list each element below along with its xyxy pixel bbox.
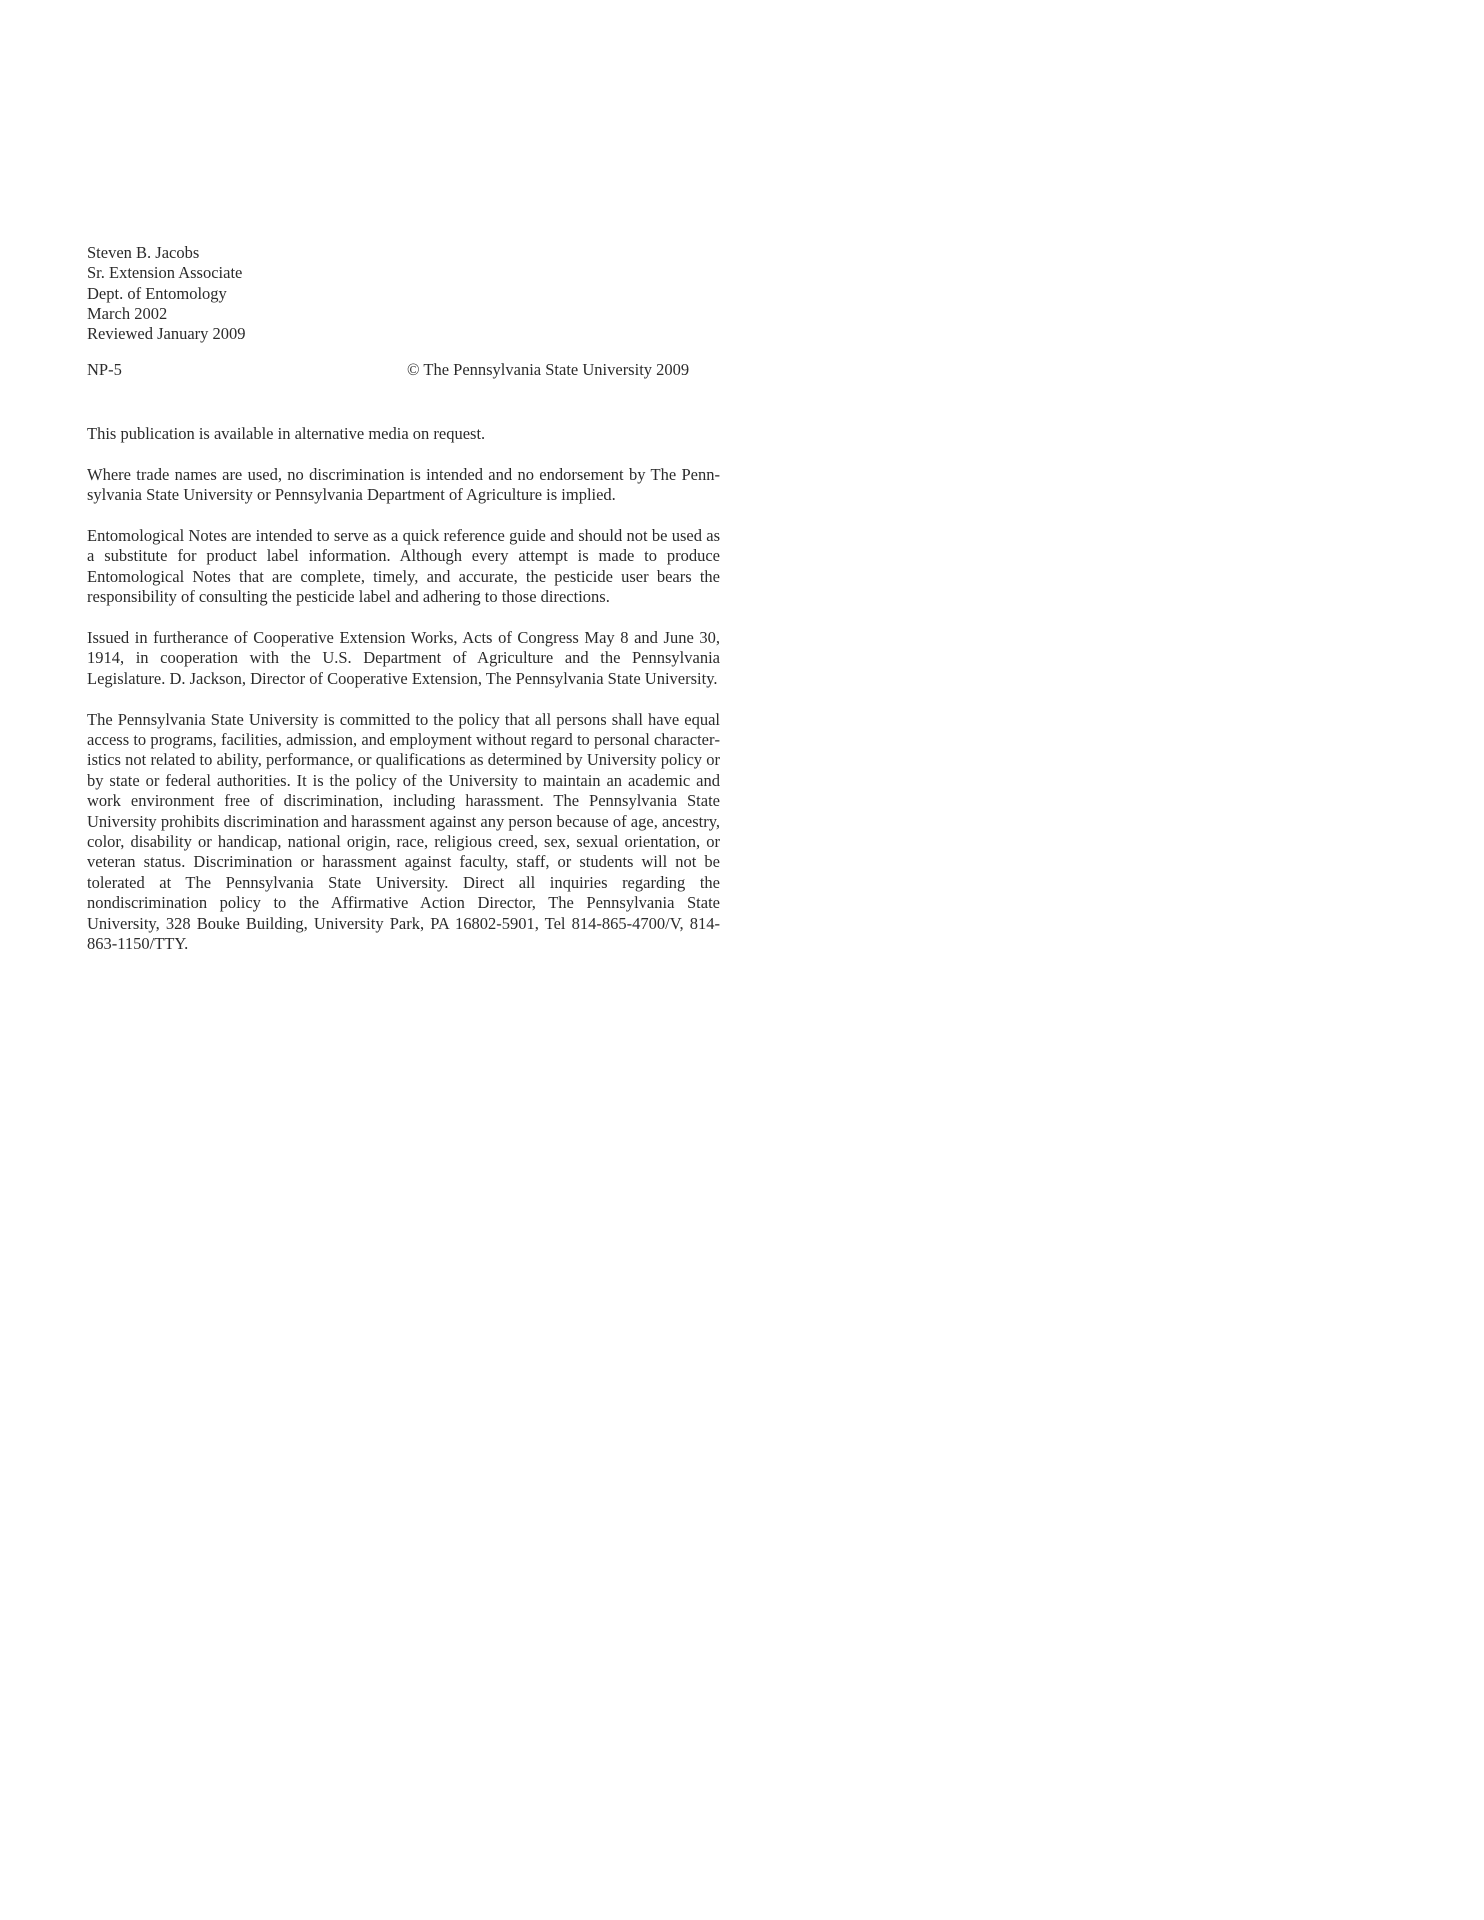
author-block [87,243,487,344]
nondiscrimination-paragraph: The Pennsylvania State University is committed to the policy that all persons shall have equal access to programs, facilities, admission, and employment without regard to personal characteristics not related to ability, performance, or qualifications as determined by University policy or by state or federal authorities. It is the policy of the University to maintain an academic and work environment free of discrimination, including harassment. The Pennsylvania State University prohibits discrimination and harassment against any person because of age, ancestry, color, disability or handicap, national origin, race, religious creed, sex, sexual orientation, or veteran status. Discrimination or harassment against faculty, staff, or students will not be tolerated at The Pennsylvania State University. Direct all inquiries regarding the nondiscrimination policy to the Affirmative Action Director, The Pennsylvania State University, 328 Bouke Building, University Park, PA 16802-5901, Tel 814-865-4700/V, 814-863-1150/TTY. [87,709,720,954]
issued-paragraph: Issued in furtherance of Cooperative Extension Works, Acts of Congress May 8 and June 30, 1914, in cooperation with the U.S. Department of Agriculture and the Pennsylvania Legislature. D. Jackson, Director of Cooperative Extension, The Pennsylvania State University. [87,628,720,688]
notes-disclaimer-paragraph: Entomological Notes are intended to serve as a quick reference guide and should not be used as a substitute for product label information. Although every attempt is made to produce Entomological Notes that are complete, timely, and accurate, the pesticide user bears the responsibility of consulting the pesticide label and adhering to those directions. [87,526,720,607]
trade-names-paragraph: Where trade names are used, no discrimination is intended and no endorsement by The Pennsylvania State University or Pennsylvania Department of Agriculture is implied. [87,464,720,505]
review-date: Reviewed January 2009 [87,324,246,344]
disclaimer-text [87,424,720,975]
author-department: Dept. of Entomology [87,283,227,303]
alt-media-paragraph: This publication is available in alternative media on request. [87,424,486,443]
author-title: Sr. Extension Associate [87,263,243,283]
publication-code: NP-5 [87,360,122,379]
copyright-notice: © The Pennsylvania State University 2009 [407,360,690,379]
publication-date: March 2002 [87,303,168,323]
author-name: Steven B. Jacobs [87,243,200,262]
